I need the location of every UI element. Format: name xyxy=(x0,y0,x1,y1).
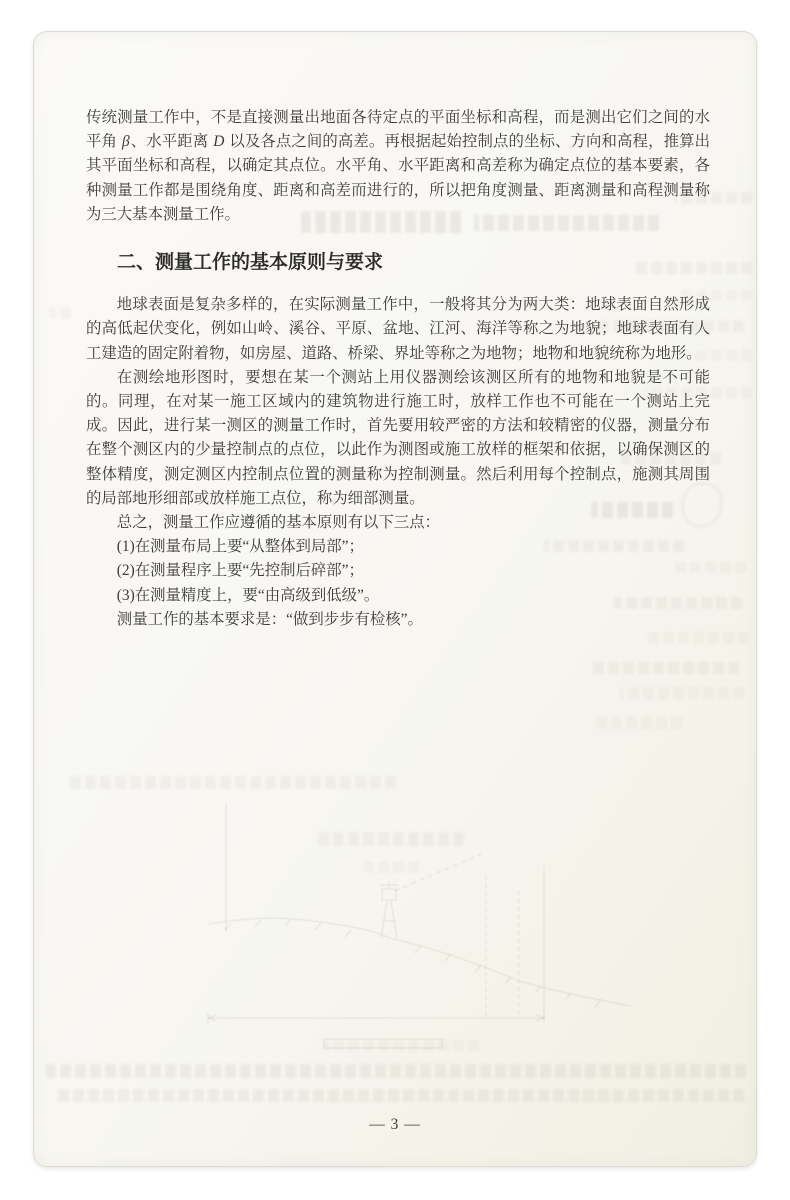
ghost-text-smudge xyxy=(589,662,739,674)
ghost-caption-smudge xyxy=(324,1040,479,1051)
paragraph-terrain-types: 地球表面是复杂多样的，在实际测量工作中，一般将其分为两大类：地球表面自然形成的高低起伏变化，例如山岭、溪谷、平原、盆地、江河、海洋等称之为地貌；地球表面有人工建造的固定附着物，如房屋、道路、桥梁、界址等称之为地物；地物和地貌统称为地形。 xyxy=(86,296,710,362)
ghost-text-smudge xyxy=(619,687,744,699)
paragraph-basic-requirement: 测量工作的基本要求是：“做到步步有检核”。 xyxy=(116,610,423,628)
list-item-principle-1: (1)在测量布局上要“从整体到局部”； xyxy=(116,538,364,556)
ghost-text-smudge xyxy=(66,776,396,789)
ghost-text-smudge xyxy=(364,862,419,873)
ghost-survey-diagram xyxy=(171,781,651,1061)
text-run: 以及各点之间的高差。再根据起始控制点的坐标、方向和高程，推算出其平面坐标和高程，以确定其点位。水平角、水平距离和高差称为确定点位的基本要素，各种测量工作都是围绕角度、距离和高差而进行的，所以把角度测量、距离测量和高程测量称为三大基本测量工作。 xyxy=(86,133,710,223)
ghost-text-smudge xyxy=(54,1089,744,1102)
ghost-text-smudge xyxy=(644,632,749,644)
text-run: 传统测量工作中，不是直接测量出地面各待定点的平面坐标和高程，而是测出它们之间的水平角 xyxy=(86,109,710,151)
paragraph-control-survey: 在测绘地形图时，要想在某一个测站上用仪器测绘该测区所有的地物和地貌是不可能的。同理，在对某一施工区域内的建筑物进行施工时，放样工作也不可能在一个测站上完成。因此，进行某一测区的测量工作时，首先要用较严密的方法和较精密的仪器，测量分布在整个测区内的少量控制点的点位，以此作为测图或施工放样的框架和依据，以确保测区的整体精度，测定测区内控制点位置的测量称为控制测量。然后利用每个控制点，施测其周围的局部地形细部或放样施工点位，称为细部测量。 xyxy=(86,368,710,507)
page-number: — 3 — xyxy=(369,1116,421,1133)
page-content xyxy=(34,32,756,632)
variable-d: D xyxy=(213,133,225,151)
section-heading: 二、测量工作的基本原则与要求 xyxy=(117,252,384,274)
paragraph-principles-intro: 总之，测量工作应遵循的基本原则有以下三点： xyxy=(116,514,441,532)
list-item-principle-2: (2)在测量程序上要“先控制后碎部”； xyxy=(116,562,364,580)
list-item-principle-3: (3)在测量精度上，要“由高级到低级”。 xyxy=(116,586,380,604)
paragraph-continuation xyxy=(86,106,710,227)
ghost-text-smudge xyxy=(314,832,464,846)
ghost-text-smudge xyxy=(46,1064,746,1078)
variable-beta: β xyxy=(121,133,130,151)
ghost-text-smudge xyxy=(594,717,682,729)
book-page xyxy=(33,31,757,1167)
text-run: 、水平距离 xyxy=(130,133,213,151)
